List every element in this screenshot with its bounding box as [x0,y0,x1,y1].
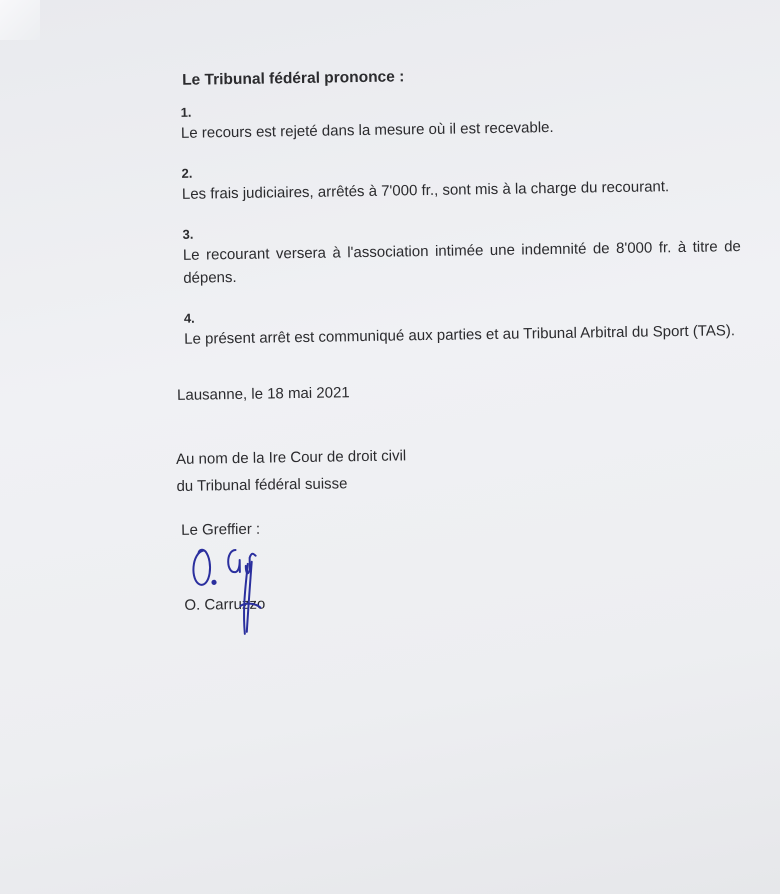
court-attribution [176,437,762,500]
judgment-heading: Le Tribunal fédéral prononce : [181,68,405,89]
decision-item-3 [172,217,758,290]
court-line-2: du Tribunal fédéral suisse [176,475,348,495]
decision-text: Les frais judiciaires, arrêtés à 7'000 fr., sont mis à la charge du recourant. [181,178,670,203]
decision-text: Le recours est rejeté dans la mesure où il est recevable. [180,118,554,142]
decision-item-2 [171,156,757,206]
decision-number: 1. [180,104,192,120]
greffier-name: O. Carruzzo [184,595,266,614]
greffier-label: Le Greffier : [181,520,261,539]
signature-block [181,530,763,631]
place-and-date: Lausanne, le 18 mai 2021 [176,384,350,404]
decision-item-4 [174,301,760,351]
page-corner-fold [0,0,40,40]
decision-item-1 [171,95,757,145]
decision-text: Le recourant versera à l'association intimée une indemnité de 8'000 fr. à titre de dépens. [182,238,741,287]
handwritten-signature [187,543,299,645]
court-line-1: Au nom de la Ire Cour de droit civil [175,447,407,468]
decision-number: 2. [181,165,193,181]
judgment-text [170,63,764,631]
decision-number: 4. [183,310,195,326]
decision-number: 3. [182,226,194,242]
decision-text: Le présent arrêt est communiqué aux parties et au Tribunal Arbitral du Sport (TAS). [184,322,736,348]
